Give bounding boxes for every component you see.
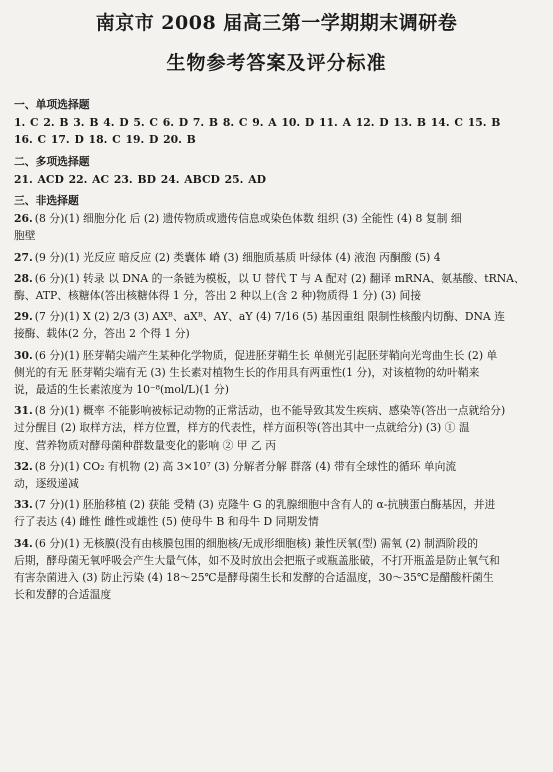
answer-text: 有害杂菌进入 (3) 防止污染 (4) 18～25℃是酵母菌生长和发酵的合适温度，30～35℃是醋酸杆菌生 bbox=[14, 571, 494, 585]
question-27 bbox=[14, 249, 542, 266]
question-number: 29. bbox=[14, 310, 33, 324]
answer-text: (9 分)(1) 光反应 暗反应 (2) 类囊体 嵴 (3) 细胞质基质 叶绿体 (4) 液泡 丙酮酸 (5) 4 bbox=[34, 250, 441, 264]
single-choice-answers-line-1: 1. C 2. B 3. B 4. D 5. C 6. D 7. B 8. C 9. A 10. D 11. A 12. D 13. B 14. C 15. B bbox=[14, 116, 501, 130]
answer-text: (6 分)(1) 无核膜(没有由核膜包围的细胞核/无成形细胞核) 兼性厌氧(型) 需氧 (2) 制酒阶段的 bbox=[34, 536, 479, 550]
question-number: 34. bbox=[14, 536, 33, 550]
answer-text: (8 分)(1) 细胞分化 后 (2) 遗传物质或遗传信息或染色体数 组织 (3) 全能性 (4) 8 复制 细 bbox=[34, 212, 462, 226]
answer-text: 过分醒目 (2) 取样方法，样方位置，样方的代表性，样方面积等(答出其中一点就给分) (3) ① 温 bbox=[14, 421, 470, 435]
question-number: 28. bbox=[14, 271, 33, 285]
answer-text: 长和发酵的合适温度 bbox=[14, 588, 112, 602]
document-title: 南京市 2008 届高三第一学期期末调研卷 bbox=[95, 12, 458, 34]
answer-text: (7 分)(1) X (2) 2/3 (3) AXᴮ、aXᴮ、AY、aY (4) 7/16 (5) 基因重组 限制性核酸内切酶、DNA 连 bbox=[34, 310, 505, 324]
answer-text: 度、营养物质对酵母菌种群数量变化的影响 ② 甲 乙 丙 bbox=[14, 438, 277, 452]
question-32 bbox=[14, 458, 542, 492]
question-number: 32. bbox=[14, 459, 33, 473]
question-33 bbox=[14, 496, 542, 530]
answer-text: 行了表达 (4) 雌性 雌性或雄性 (5) 使母牛 B 和母牛 D 同期发情 bbox=[14, 515, 319, 529]
answer-content bbox=[14, 92, 542, 607]
answer-text: 动，逐级递减 bbox=[14, 477, 79, 491]
question-26 bbox=[14, 210, 542, 244]
answer-text: 后期，酵母菌无氧呼吸会产生大量气体，如不及时放出会把瓶子或瓶盖胀破，不打开瓶盖是防止氧气和 bbox=[14, 553, 500, 567]
answer-text: 胞壁 bbox=[14, 229, 36, 243]
section-heading-single-choice: 一、单项选择题 bbox=[14, 98, 90, 111]
question-34 bbox=[14, 535, 542, 604]
question-30 bbox=[14, 347, 542, 399]
multiple-choice-answers-line: 21. ACD 22. AC 23. BD 24. ABCD 25. AD bbox=[14, 172, 266, 186]
answer-text: 说，最适的生长素浓度为 10⁻⁸(mol/L)(1 分) bbox=[14, 383, 229, 397]
answer-text: 侧光的有无 胚芽鞘尖端有无 (3) 生长素对植物生长的作用具有两重性(1 分)，对该植物的幼叶鞘来 bbox=[14, 365, 480, 379]
question-number: 30. bbox=[14, 348, 33, 362]
question-number: 33. bbox=[14, 498, 33, 512]
question-number: 27. bbox=[14, 250, 33, 264]
answer-text: (6 分)(1) 转录 以 DNA 的一条链为模板，以 U 替代 T 与 A 配对 (2) 翻译 mRNA、氨基酸、tRNA、 bbox=[34, 271, 525, 285]
question-number: 26. bbox=[14, 212, 33, 226]
answer-text: (8 分)(1) CO₂ 有机物 (2) 高 3×10⁷ (3) 分解者分解 群落 (4) 带有全球性的循环 单向流 bbox=[34, 459, 457, 473]
answer-text: (7 分)(1) 胚胎移植 (2) 获能 受精 (3) 克隆牛 G 的乳腺细胞中含有人的 α-抗胰蛋白酶基因，并进 bbox=[34, 498, 496, 512]
answer-text: (6 分)(1) 胚芽鞘尖端产生某种化学物质，促进胚芽鞘生长 单侧光引起胚芽鞘向光弯曲生长 (2) 单 bbox=[34, 348, 498, 362]
answer-text: (8 分)(1) 概率 不能影响被标记动物的正常活动，也不能导致其发生疾病、感染等(答出一点就给分) bbox=[34, 404, 506, 418]
section-heading-non-choice: 三、非选择题 bbox=[14, 194, 79, 208]
answer-text: 酶、ATP、核糖体(答出核糖体得 1 分，答出 2 种以上(含 2 种)物质得 1 分) (3) 间接 bbox=[14, 289, 422, 303]
question-28 bbox=[14, 270, 542, 304]
question-31 bbox=[14, 402, 542, 454]
document-subtitle: 生物参考答案及评分标准 bbox=[166, 52, 387, 74]
question-number: 31. bbox=[14, 404, 33, 418]
section-heading-multiple-choice: 二、多项选择题 bbox=[14, 154, 90, 168]
question-29 bbox=[14, 308, 542, 342]
single-choice-answers-line-2: 16. C 17. D 18. C 19. D 20. B bbox=[14, 133, 196, 147]
answer-text: 接酶、载体(2 分，答出 2 个得 1 分) bbox=[14, 327, 190, 341]
